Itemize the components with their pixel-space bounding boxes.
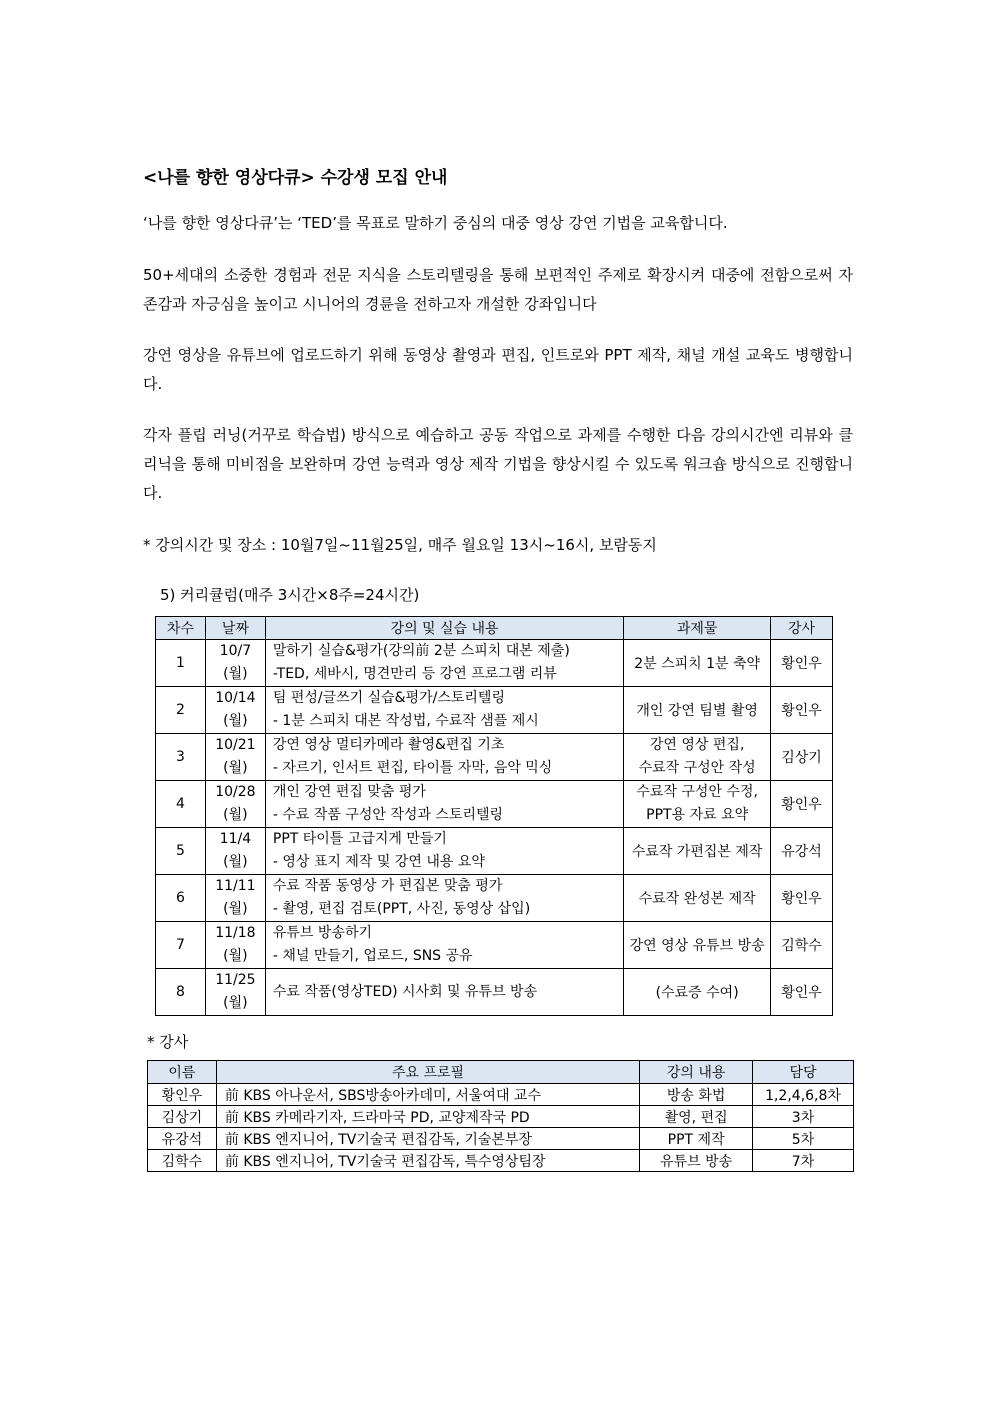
day-text: (월) (223, 901, 248, 917)
date-text: 11/11 (215, 878, 256, 894)
content-line-1: 수료 작품 동영상 가 편집본 맞춤 평가 (272, 878, 503, 894)
session-no: 1 (156, 640, 206, 687)
header-profile: 주요 프로필 (216, 1061, 639, 1084)
assignment-line-1: 수료작 완성본 제작 (638, 891, 756, 907)
session-date (205, 922, 265, 969)
date-text: 10/21 (215, 737, 256, 753)
session-lecturer: 황인우 (771, 781, 833, 828)
session-no: 8 (156, 969, 206, 1016)
intro-paragraph-4: 각자 플립 러닝(거꾸로 학습법) 방식으로 예습하고 공동 작업으로 과제를 수행한 다음 강의시간엔 리뷰와 클리닉을 통해 미비점을 보완하며 강연 능력과 영상 제작 기법을 향상시킬 수 있도록 워크숍 방식으로 진행합니다. (143, 426, 853, 502)
content-line-1: 강연 영상 멀티카메라 촬영&편집 기초 (272, 737, 505, 753)
header-no: 차수 (156, 617, 206, 640)
table-row (156, 922, 833, 969)
lecturer-name: 김학수 (148, 1150, 217, 1172)
session-date (205, 734, 265, 781)
day-text: (월) (223, 948, 248, 964)
table-row (148, 1106, 854, 1128)
session-date (205, 875, 265, 922)
session-assignment (624, 781, 771, 828)
session-assignment (624, 922, 771, 969)
table-row (156, 875, 833, 922)
table-row (156, 781, 833, 828)
assignment-line-1: 강연 영상 유튜브 방송 (629, 938, 765, 954)
assignment-line-1: 개인 강연 팀별 촬영 (636, 703, 758, 719)
table-row (156, 969, 833, 1016)
lecturer-name: 유강석 (148, 1128, 217, 1150)
intro-paragraph-2: 50+세대의 소중한 경험과 전문 지식을 스토리텔링을 통해 보편적인 주제로 확장시켜 대중에 전함으로써 자존감과 자긍심을 높이고 시니어의 경륜을 전하고자 개설한 강좌입니다 (143, 266, 853, 313)
session-date (205, 687, 265, 734)
session-content (265, 922, 623, 969)
session-date (205, 781, 265, 828)
session-lecturer: 유강석 (771, 828, 833, 875)
content-line-1: 팀 편성/글쓰기 실습&평가/스토리텔링 (272, 690, 505, 706)
assignment-line-1: 수료작 가편집본 제작 (631, 844, 763, 860)
header-name: 이름 (148, 1061, 217, 1084)
content-line-1: 유튜브 방송하기 (272, 925, 372, 941)
date-text: 11/4 (219, 831, 252, 847)
lecturer-profile: 前 KBS 엔지니어, TV기술국 편집감독, 특수영상팀장 (216, 1150, 639, 1172)
session-date (205, 640, 265, 687)
date-text: 10/28 (215, 784, 256, 800)
lecturer-subject: 방송 화법 (640, 1084, 753, 1106)
date-text: 11/18 (215, 925, 256, 941)
lecturers-header-row (148, 1061, 854, 1084)
content-line-2: - 자르기, 인서트 편집, 타이틀 자막, 음악 믹싱 (272, 760, 553, 776)
page-title: <나를 향한 영상다큐> 수강생 모집 안내 (143, 168, 448, 188)
schedule-note: * 강의시간 및 장소 : 10월7일~11월25일, 매주 월요일 13시~16시, 보람동지 (143, 536, 657, 554)
lecturer-subject: 유튜브 방송 (640, 1150, 753, 1172)
assignment-line-2: 수료작 구성안 작성 (638, 760, 756, 776)
lecturer-subject: PPT 제작 (640, 1128, 753, 1150)
session-assignment (624, 640, 771, 687)
lecturer-sessions: 5차 (753, 1128, 854, 1150)
header-assignment: 과제물 (624, 617, 771, 640)
lecturer-profile: 前 KBS 엔지니어, TV기술국 편집감독, 기술본부장 (216, 1128, 639, 1150)
day-text: (월) (223, 760, 248, 776)
session-content (265, 734, 623, 781)
session-lecturer: 김학수 (771, 922, 833, 969)
session-lecturer: 황인우 (771, 969, 833, 1016)
session-no: 3 (156, 734, 206, 781)
content-line-2: - 채널 만들기, 업로드, SNS 공유 (272, 948, 473, 964)
session-content (265, 640, 623, 687)
session-date (205, 828, 265, 875)
session-assignment (624, 734, 771, 781)
lecturer-sessions: 7차 (753, 1150, 854, 1172)
session-no: 7 (156, 922, 206, 969)
session-lecturer: 황인우 (771, 640, 833, 687)
assignment-line-1: 강연 영상 편집, (649, 737, 745, 753)
session-content (265, 875, 623, 922)
content-line-2: - 영상 표지 제작 및 강연 내용 요약 (272, 854, 485, 870)
header-date: 날짜 (205, 617, 265, 640)
session-content (265, 687, 623, 734)
assignment-line-1: 수료작 구성안 수정, (636, 784, 758, 800)
intro-paragraph-1: ‘나를 향한 영상다큐’는 ‘TED’를 목표로 말하기 중심의 대중 영상 강연 기법을 교육합니다. (143, 214, 728, 232)
date-text: 10/14 (215, 690, 256, 706)
session-no: 2 (156, 687, 206, 734)
table-row (148, 1150, 854, 1172)
content-line-1: 말하기 실습&평가(강의前 2분 스피치 대본 제출) (272, 643, 570, 659)
header-content: 강의 및 실습 내용 (265, 617, 623, 640)
table-row (156, 640, 833, 687)
session-date (205, 969, 265, 1016)
curriculum-table (155, 616, 833, 1016)
content-line-2: - 촬영, 편집 검토(PPT, 사진, 동영상 삽입) (272, 901, 531, 917)
table-row (148, 1084, 854, 1106)
content-line-2: - 1분 스피치 대본 작성법, 수료작 샘플 제시 (272, 713, 539, 729)
session-assignment (624, 875, 771, 922)
session-lecturer: 황인우 (771, 687, 833, 734)
session-assignment (624, 969, 771, 1016)
session-assignment (624, 828, 771, 875)
day-text: (월) (223, 713, 248, 729)
lecturer-name: 황인우 (148, 1084, 217, 1106)
day-text: (월) (223, 854, 248, 870)
lecturer-profile: 前 KBS 카메라기자, 드라마국 PD, 교양제작국 PD (216, 1106, 639, 1128)
intro-paragraph-3: 강연 영상을 유튜브에 업로드하기 위해 동영상 촬영과 편집, 인트로와 PPT 제작, 채널 개설 교육도 병행합니다. (143, 346, 853, 393)
lecturer-name: 김상기 (148, 1106, 217, 1128)
day-text: (월) (223, 995, 248, 1011)
session-no: 5 (156, 828, 206, 875)
content-line-1: 수료 작품(영상TED) 시사회 및 유튜브 방송 (272, 983, 538, 1000)
date-text: 11/25 (215, 972, 256, 988)
session-no: 6 (156, 875, 206, 922)
session-content (265, 828, 623, 875)
table-row (156, 687, 833, 734)
table-row (156, 734, 833, 781)
table-row (156, 828, 833, 875)
assignment-line-1: (수료증 수여) (655, 985, 739, 1001)
header-subject: 강의 내용 (640, 1061, 753, 1084)
content-line-1: 개인 강연 편집 맞춤 평가 (272, 784, 426, 800)
curriculum-title: 5) 커리큘럼(매주 3시간×8주=24시간) (160, 586, 420, 604)
lecturer-sessions: 3차 (753, 1106, 854, 1128)
curriculum-header-row (156, 617, 833, 640)
day-text: (월) (223, 807, 248, 823)
assignment-line-2: PPT용 자료 요약 (646, 807, 749, 823)
lecturer-sessions: 1,2,4,6,8차 (753, 1084, 854, 1106)
content-line-1: PPT 타이틀 고급지게 만들기 (272, 831, 447, 847)
session-assignment (624, 687, 771, 734)
header-lecturer: 강사 (771, 617, 833, 640)
lecturers-label: * 강사 (147, 1033, 189, 1051)
lecturer-subject: 촬영, 편집 (640, 1106, 753, 1128)
content-line-2: -TED, 세바시, 명견만리 등 강연 프로그램 리뷰 (272, 666, 557, 682)
lecturer-profile: 前 KBS 아나운서, SBS방송아카데미, 서울여대 교수 (216, 1084, 639, 1106)
session-no: 4 (156, 781, 206, 828)
session-content (265, 969, 623, 1016)
content-line-2: - 수료 작품 구성안 작성과 스토리텔링 (272, 807, 504, 823)
assignment-line-1: 2분 스피치 1분 축약 (634, 656, 761, 672)
lecturers-table (147, 1060, 854, 1172)
session-lecturer: 황인우 (771, 875, 833, 922)
header-sessions: 담당 (753, 1061, 854, 1084)
session-lecturer: 김상기 (771, 734, 833, 781)
date-text: 10/7 (219, 643, 252, 659)
table-row (148, 1128, 854, 1150)
session-content (265, 781, 623, 828)
day-text: (월) (223, 666, 248, 682)
